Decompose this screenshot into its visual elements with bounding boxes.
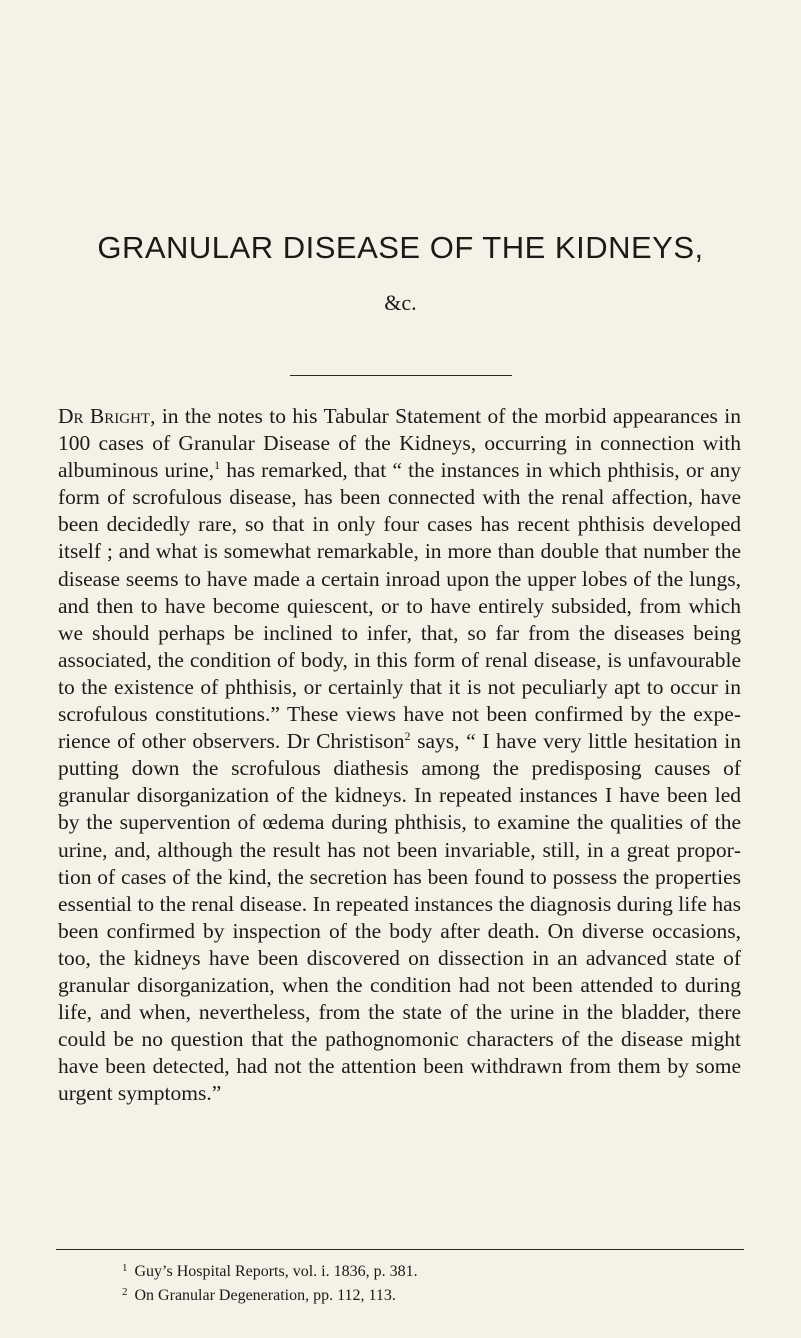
paragraph-segment-1: , in the notes to his Tabular Statement of the morbid appearances in 100 cases of Granular Disease of the Kidneys, occurring in connection with albuminous urine, <box>58 404 742 483</box>
body-paragraph <box>58 403 741 1107</box>
lead-name: Dr Bright <box>58 404 151 428</box>
paragraph-segment-2: has remarked, that “ the instances in which phthisis, or any form of scrofulous disease, has been connected with the renal affection, have been decidedly rare, so that in only four cases has recent phthisis developed itself ; and what is somewhat remarkable, in more than double that number the disease seems to have made a certain inroad upon the upper lobes of the lungs, and then to have become quiescent, or to have entirely subsided, from which we should perhaps be inclined to infer, that, so far from the diseases being associated, the condition of body, in this form of renal disease, is unfavourable to the existence of phthisis, or certainly that it is not peculiarly apt to occur in scrofulous constitutions.” These views have not been confirmed by the experience of other observers. Dr Christison <box>58 458 741 754</box>
footnote-2 <box>122 1282 722 1306</box>
footnote-mark-1: 1 <box>122 1262 128 1274</box>
footnote-ref-1: 1 <box>214 458 221 473</box>
paragraph-segment-3: says, “ I have very little hesitation in putting down the scrofulous diathesis among the predisposing causes of granular disorganization of the kidneys. In repeated instances I have been led by the supervention of œdema during phthisis, to examine the qualities of the urine, and, although the result has not been invariable, still, in a great proportion of cases of the kind, the secretion has been found to possess the properties essential to the renal disease. In repeated instances the diagnosis during life has been confirmed by inspection of the body after death. On diverse occasions, too, the kidneys have been discovered on dissection in an advanced state of granular disorganization, when the condition had not been attended to during life, and when, nevertheless, from the state of the urine in the bladder, there could be no question that the pathognomonic characters of the disease might have been detected, had not the attention been withdrawn from them by some urgent symptoms.” <box>58 729 741 1106</box>
footnotes <box>122 1258 722 1306</box>
footnote-mark-2: 2 <box>122 1286 128 1298</box>
footnote-ref-2: 2 <box>404 729 411 744</box>
page-title: GRANULAR DISEASE OF THE KIDNEYS, <box>97 230 704 265</box>
title-divider <box>290 375 512 376</box>
footnote-1 <box>122 1258 722 1282</box>
footnote-text-2: On Granular Degeneration, pp. 112, 113. <box>134 1287 396 1304</box>
page-subtitle: &c. <box>384 290 417 315</box>
footnote-divider <box>56 1249 744 1250</box>
footnote-text-1: Guy’s Hospital Reports, vol. i. 1836, p. 381. <box>134 1263 418 1280</box>
